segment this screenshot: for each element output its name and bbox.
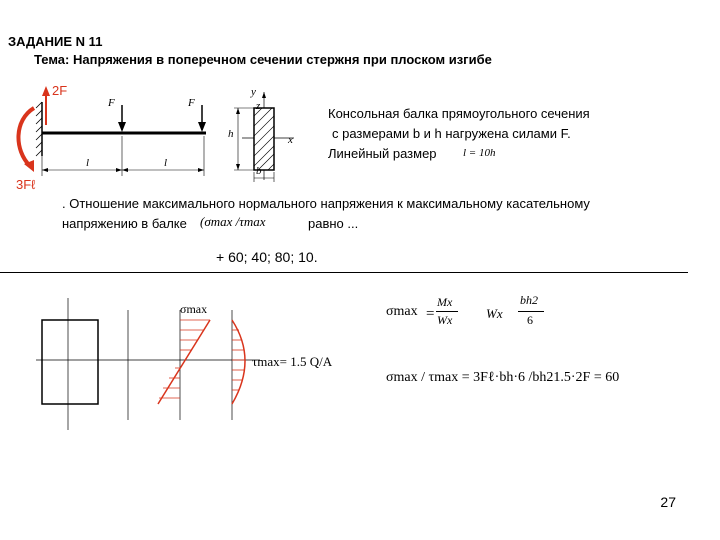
question-line-2: напряжению в балке: [62, 216, 187, 231]
question-tail: равно ...: [308, 216, 359, 231]
height-label: h: [228, 128, 234, 140]
topic-title: Тема: Напряжения в поперечном сечении стержня при плоском изгибе: [34, 52, 492, 67]
description-line-3: Линейный размер: [328, 146, 437, 161]
sigma-max-label: σmax: [180, 302, 208, 316]
modulus-denominator: Wx: [437, 313, 453, 327]
question-line-1: . Отношение максимального нормального напряжения к максимальному касательному: [62, 196, 590, 211]
cross-section-diagram: [228, 88, 308, 184]
tau-max-label: τmax= 1.5 Q/A: [252, 354, 333, 369]
reaction-moment-label: 3Fℓ: [16, 177, 36, 192]
fraction-bar-2: [518, 311, 544, 312]
span-label-2: l: [164, 157, 168, 169]
width-label: b: [256, 165, 262, 177]
sigma-max-symbol: σmax: [386, 304, 418, 319]
task-title: ЗАДАНИЕ N 11: [8, 34, 103, 49]
description-line-2: с размерами b и h нагружена силами F.: [332, 126, 571, 141]
question-ratio: (σmax /τmax: [200, 214, 266, 229]
fraction-bar-1: [436, 311, 458, 312]
answer-options: + 60; 40; 80; 10.: [216, 249, 318, 265]
page-number: 27: [660, 494, 676, 510]
stress-diagram: [30, 296, 260, 436]
moment-numerator: Mx: [437, 295, 453, 309]
modulus-symbol: Wx: [486, 306, 503, 321]
description-line-1: Консольная балка прямоугольного сечения: [328, 106, 590, 121]
six-denominator: 6: [527, 313, 533, 327]
axis-y-label: y: [251, 86, 256, 98]
axis-z-label: z: [256, 100, 261, 112]
ratio-formula: σmax / τmax = 3Fℓ·bh·6 /bh21.5·2F = 60: [386, 370, 620, 385]
bh2-numerator: bh2: [520, 293, 538, 307]
divider: [0, 272, 688, 273]
force-label-1: F: [108, 97, 115, 109]
linear-size-formula: l = 10h: [463, 147, 496, 159]
force-label-2: F: [188, 97, 195, 109]
axis-x-label: x: [288, 134, 293, 146]
reaction-force-label: 2F: [52, 83, 68, 98]
span-label-1: l: [86, 157, 90, 169]
equals-sign: =: [426, 306, 435, 322]
